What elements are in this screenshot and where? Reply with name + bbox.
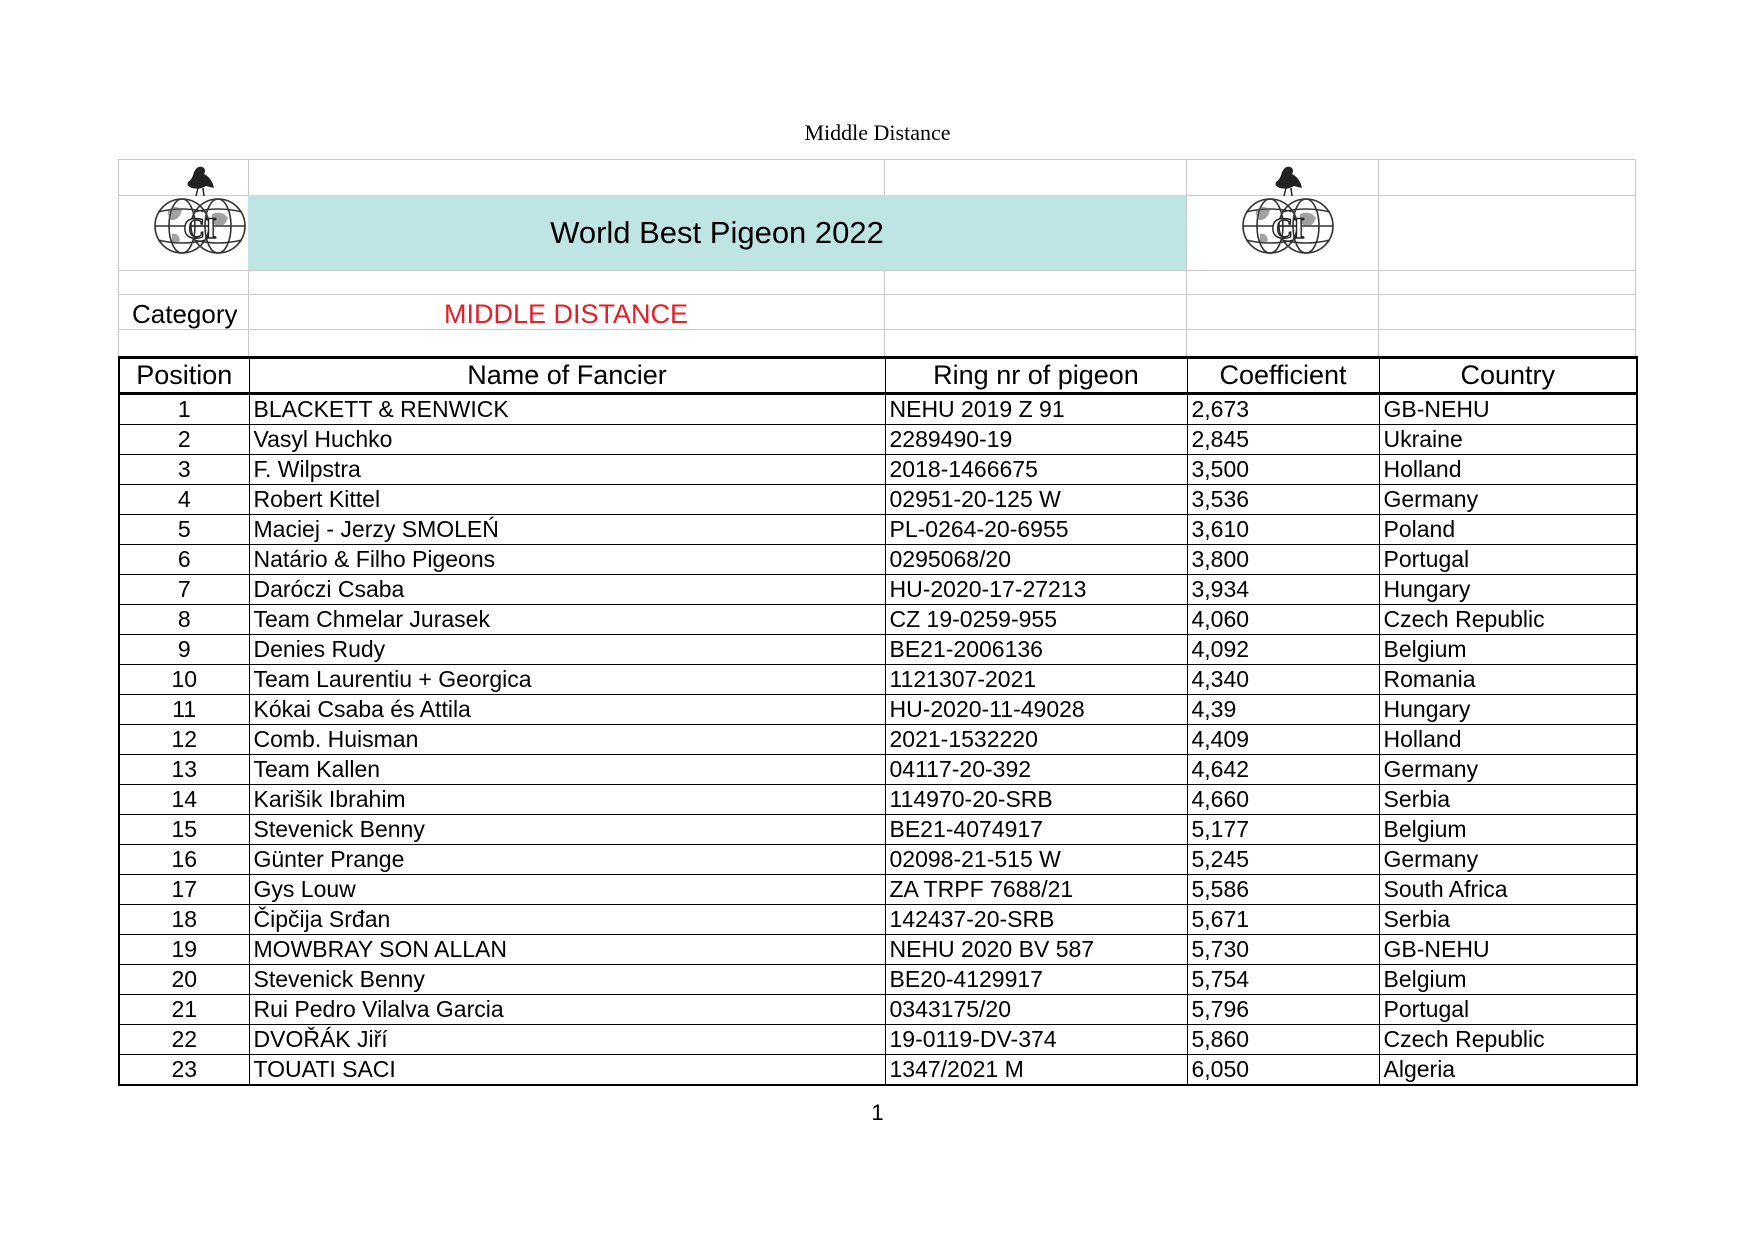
cell-ring: 2021-1532220 — [885, 725, 1187, 755]
cell-position: 2 — [119, 425, 249, 455]
column-header-ring: Ring nr of pigeon — [885, 358, 1187, 394]
cell-coefficient: 5,177 — [1187, 815, 1379, 845]
cell-ring: 04117-20-392 — [885, 755, 1187, 785]
cell-country: Portugal — [1379, 995, 1637, 1025]
cell-country: Hungary — [1379, 575, 1637, 605]
cell-country: Holland — [1379, 455, 1637, 485]
cell-coefficient: 4,340 — [1187, 665, 1379, 695]
table-row — [119, 755, 1637, 785]
cell-ring: 142437-20-SRB — [885, 905, 1187, 935]
cell-name: TOUATI SACI — [249, 1055, 885, 1086]
cell-ring: 2289490-19 — [885, 425, 1187, 455]
cell-ring: NEHU 2019 Z 91 — [885, 394, 1187, 425]
cell-country: Czech Republic — [1379, 605, 1637, 635]
cell-coefficient: 6,050 — [1187, 1055, 1379, 1086]
cell-coefficient: 3,536 — [1187, 485, 1379, 515]
cell-coefficient: 4,660 — [1187, 785, 1379, 815]
report-title: World Best Pigeon 2022 — [248, 195, 1186, 270]
cell-position: 20 — [119, 965, 249, 995]
cell-ring: 2018-1466675 — [885, 455, 1187, 485]
cell-country: Belgium — [1379, 815, 1637, 845]
cell-name: Team Laurentiu + Georgica — [249, 665, 885, 695]
cell-position: 13 — [119, 755, 249, 785]
cell-name: Robert Kittel — [249, 485, 885, 515]
column-header-country: Country — [1379, 358, 1637, 394]
cell-coefficient: 4,092 — [1187, 635, 1379, 665]
table-row — [119, 485, 1637, 515]
cell-position: 8 — [119, 605, 249, 635]
table-row — [119, 575, 1637, 605]
cell-country: Holland — [1379, 725, 1637, 755]
table-row — [119, 995, 1637, 1025]
cell-coefficient: 4,39 — [1187, 695, 1379, 725]
category-value: MIDDLE DISTANCE — [443, 299, 689, 329]
cell-ring: NEHU 2020 BV 587 — [885, 935, 1187, 965]
cell-country: South Africa — [1379, 875, 1637, 905]
svg-text:CI: CI — [1271, 212, 1305, 245]
cell-name: DVOŘÁK Jiří — [249, 1025, 885, 1055]
cell-coefficient: 3,934 — [1187, 575, 1379, 605]
cell-position: 14 — [119, 785, 249, 815]
category-label: Category — [132, 299, 238, 329]
table-row — [119, 545, 1637, 575]
cell-coefficient: 4,409 — [1187, 725, 1379, 755]
cell-coefficient: 2,845 — [1187, 425, 1379, 455]
table-row — [119, 725, 1637, 755]
cell-coefficient: 5,860 — [1187, 1025, 1379, 1055]
cell-position: 18 — [119, 905, 249, 935]
cell-country: Belgium — [1379, 965, 1637, 995]
table-row — [119, 965, 1637, 995]
cell-ring: 1121307-2021 — [885, 665, 1187, 695]
cell-name: Stevenick Benny — [249, 965, 885, 995]
cell-ring: ZA TRPF 7688/21 — [885, 875, 1187, 905]
cell-country: Hungary — [1379, 695, 1637, 725]
cell-country: Portugal — [1379, 545, 1637, 575]
table-row — [119, 695, 1637, 725]
cell-country: Germany — [1379, 485, 1637, 515]
cell-name: Vasyl Huchko — [249, 425, 885, 455]
cell-country: Serbia — [1379, 785, 1637, 815]
cell-country: Ukraine — [1379, 425, 1637, 455]
cell-name: Natário & Filho Pigeons — [249, 545, 885, 575]
cell-country: Serbia — [1379, 905, 1637, 935]
cell-country: Czech Republic — [1379, 1025, 1637, 1055]
cell-country: Romania — [1379, 665, 1637, 695]
table-row — [119, 935, 1637, 965]
cell-position: 1 — [119, 394, 249, 425]
table-row — [119, 515, 1637, 545]
cell-country: GB-NEHU — [1379, 935, 1637, 965]
table-row — [119, 665, 1637, 695]
table-row — [119, 905, 1637, 935]
cell-coefficient: 3,500 — [1187, 455, 1379, 485]
cell-coefficient: 2,673 — [1187, 394, 1379, 425]
cell-name: MOWBRAY SON ALLAN — [249, 935, 885, 965]
column-header-position: Position — [119, 358, 249, 394]
table-row — [119, 875, 1637, 905]
table-row — [119, 785, 1637, 815]
table-row — [119, 394, 1637, 425]
cell-ring: 0295068/20 — [885, 545, 1187, 575]
cell-position: 23 — [119, 1055, 249, 1086]
cell-ring: 1347/2021 M — [885, 1055, 1187, 1086]
cell-name: Daróczi Csaba — [249, 575, 885, 605]
table-row — [119, 425, 1637, 455]
cell-coefficient: 4,642 — [1187, 755, 1379, 785]
sheet-header-grid — [118, 159, 1636, 356]
cell-country: Algeria — [1379, 1055, 1637, 1086]
cell-country: Germany — [1379, 845, 1637, 875]
cell-name: Rui Pedro Vilalva Garcia — [249, 995, 885, 1025]
cell-coefficient: 4,060 — [1187, 605, 1379, 635]
cell-name: Karišik Ibrahim — [249, 785, 885, 815]
cell-coefficient: 5,245 — [1187, 845, 1379, 875]
cell-name: Team Kallen — [249, 755, 885, 785]
page-number: 1 — [871, 1100, 884, 1125]
table-row — [119, 455, 1637, 485]
cell-position: 7 — [119, 575, 249, 605]
cell-position: 15 — [119, 815, 249, 845]
cell-ring: PL-0264-20-6955 — [885, 515, 1187, 545]
cell-position: 21 — [119, 995, 249, 1025]
table-header-row — [119, 358, 1637, 394]
cell-name: BLACKETT & RENWICK — [249, 394, 885, 425]
table-row — [119, 845, 1637, 875]
table-row — [119, 815, 1637, 845]
cell-position: 5 — [119, 515, 249, 545]
cell-name: F. Wilpstra — [249, 455, 885, 485]
table-row — [119, 1025, 1637, 1055]
cell-ring: 02951-20-125 W — [885, 485, 1187, 515]
cell-position: 11 — [119, 695, 249, 725]
cell-position: 17 — [119, 875, 249, 905]
cell-coefficient: 3,610 — [1187, 515, 1379, 545]
cell-name: Comb. Huisman — [249, 725, 885, 755]
cell-name: Čipčija Srđan — [249, 905, 885, 935]
cell-ring: BE20-4129917 — [885, 965, 1187, 995]
cell-position: 19 — [119, 935, 249, 965]
column-header-name: Name of Fancier — [249, 358, 885, 394]
table-row — [119, 605, 1637, 635]
cell-name: Kókai Csaba és Attila — [249, 695, 885, 725]
cell-ring: BE21-4074917 — [885, 815, 1187, 845]
cell-ring: 0343175/20 — [885, 995, 1187, 1025]
cell-country: Germany — [1379, 755, 1637, 785]
cell-ring: BE21-2006136 — [885, 635, 1187, 665]
cell-position: 4 — [119, 485, 249, 515]
cell-position: 9 — [119, 635, 249, 665]
cell-name: Gys Louw — [249, 875, 885, 905]
cell-name: Maciej - Jerzy SMOLEŃ — [249, 515, 885, 545]
cell-ring: HU-2020-17-27213 — [885, 575, 1187, 605]
cell-position: 3 — [119, 455, 249, 485]
cell-ring: HU-2020-11-49028 — [885, 695, 1187, 725]
cell-name: Denies Rudy — [249, 635, 885, 665]
cell-name: Team Chmelar Jurasek — [249, 605, 885, 635]
cell-name: Günter Prange — [249, 845, 885, 875]
cell-country: Belgium — [1379, 635, 1637, 665]
cell-name: Stevenick Benny — [249, 815, 885, 845]
cell-position: 22 — [119, 1025, 249, 1055]
table-row — [119, 1055, 1637, 1086]
cell-coefficient: 5,586 — [1187, 875, 1379, 905]
page-header: Middle Distance — [804, 120, 951, 145]
cell-country: GB-NEHU — [1379, 394, 1637, 425]
svg-text:CI: CI — [183, 212, 217, 245]
cell-coefficient: 3,800 — [1187, 545, 1379, 575]
cell-coefficient: 5,730 — [1187, 935, 1379, 965]
results-sheet — [118, 159, 1636, 1086]
column-header-coefficient: Coefficient — [1187, 358, 1379, 394]
cell-ring: 19-0119-DV-374 — [885, 1025, 1187, 1055]
results-body — [119, 394, 1637, 1086]
cell-position: 10 — [119, 665, 249, 695]
cell-position: 16 — [119, 845, 249, 875]
cell-coefficient: 5,754 — [1187, 965, 1379, 995]
cell-position: 6 — [119, 545, 249, 575]
cell-ring: 02098-21-515 W — [885, 845, 1187, 875]
cell-coefficient: 5,796 — [1187, 995, 1379, 1025]
fci-globe-pigeon-logo-icon — [150, 162, 250, 272]
cell-coefficient: 5,671 — [1187, 905, 1379, 935]
cell-country: Poland — [1379, 515, 1637, 545]
table-row — [119, 635, 1637, 665]
cell-ring: 114970-20-SRB — [885, 785, 1187, 815]
fci-globe-pigeon-logo-icon — [1238, 162, 1338, 272]
results-table — [118, 356, 1638, 1086]
cell-position: 12 — [119, 725, 249, 755]
cell-ring: CZ 19-0259-955 — [885, 605, 1187, 635]
